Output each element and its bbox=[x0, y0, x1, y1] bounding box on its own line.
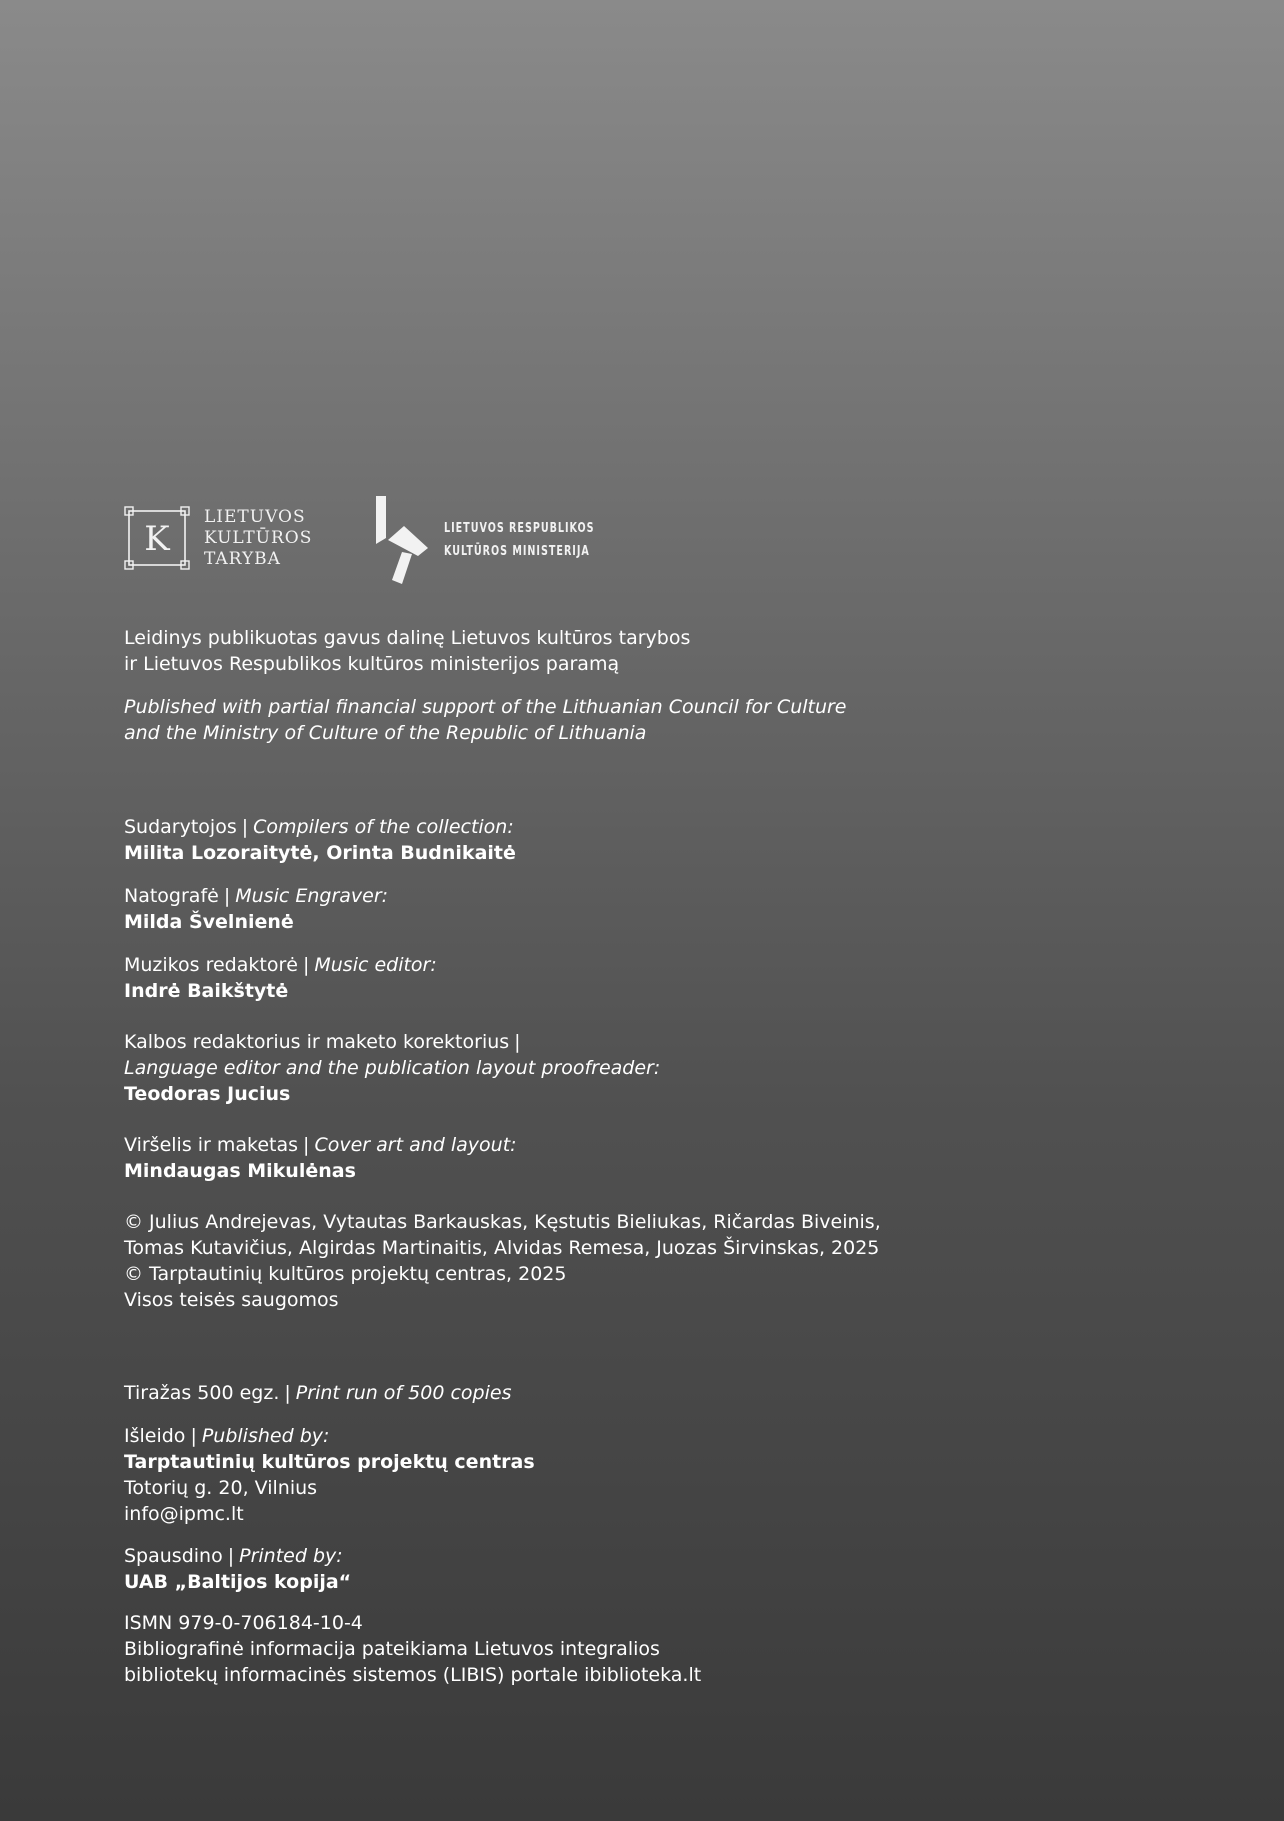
support-lt-line: ir Lietuvos Respublikos kultūros ministerijos paramą bbox=[124, 653, 620, 675]
credit-name: Indrė Baikštytė bbox=[124, 980, 289, 1002]
copyright-block bbox=[124, 1209, 904, 1313]
council-name-line: TARYBA bbox=[204, 548, 281, 569]
print-run-lt: Tiražas 500 egz. bbox=[124, 1382, 280, 1404]
separator: | bbox=[514, 1031, 521, 1053]
separator: | bbox=[241, 816, 249, 838]
credit-label-lt: Kalbos redaktorius ir maketo korektorius bbox=[124, 1031, 510, 1053]
credit-label-en: Music editor: bbox=[314, 954, 437, 976]
publisher-label-en: Published by: bbox=[201, 1425, 330, 1447]
ismn-line: ISMN 979-0-706184-10-4 bbox=[124, 1612, 363, 1634]
credit-name: Milda Švelnienė bbox=[124, 911, 294, 933]
separator: | bbox=[284, 1382, 291, 1404]
support-en-line: and the Ministry of Culture of the Republic of Lithuania bbox=[124, 722, 647, 744]
ministry-logo bbox=[374, 496, 628, 584]
support-en-line: Published with partial financial support of the Lithuanian Council for Culture bbox=[124, 696, 847, 718]
ismn-line: bibliotekų informacinės sistemos (LIBIS) portale ibiblioteka.lt bbox=[124, 1664, 702, 1686]
ministry-name bbox=[444, 517, 595, 563]
credit-name: Mindaugas Mikulėnas bbox=[124, 1160, 356, 1182]
printer-block bbox=[124, 1543, 904, 1595]
council-name-line: LIETUVOS bbox=[204, 506, 306, 527]
print-run-en: Print run of 500 copies bbox=[295, 1382, 512, 1404]
credit-music-editor bbox=[124, 952, 904, 1004]
separator: | bbox=[302, 954, 310, 976]
publisher-block bbox=[124, 1423, 904, 1527]
credit-label-en: Language editor and the publication layout proofreader: bbox=[124, 1057, 661, 1079]
ministry-name-line: LIETUVOS RESPUBLIKOS bbox=[444, 521, 595, 536]
credit-label-lt: Natografė bbox=[124, 885, 219, 907]
credit-cover bbox=[124, 1132, 904, 1184]
credit-label-en: Compilers of the collection: bbox=[253, 816, 514, 838]
credit-label-lt: Viršelis ir maketas bbox=[124, 1134, 299, 1156]
svg-text:K: K bbox=[144, 519, 170, 559]
publisher-name: Tarptautinių kultūros projektų centras bbox=[124, 1451, 535, 1473]
logos-row bbox=[124, 496, 724, 586]
ismn-line: Bibliografinė informacija pateikiama Lietuvos integralios bbox=[124, 1638, 660, 1660]
copyright-line: Visos teisės saugomos bbox=[124, 1289, 339, 1311]
credit-name: Milita Lozoraitytė, Orinta Budnikaitė bbox=[124, 842, 516, 864]
publisher-address: Totorių g. 20, Vilnius bbox=[124, 1477, 318, 1499]
copyright-line: Tomas Kutavičius, Algirdas Martinaitis, Alvidas Remesa, Juozas Širvinskas, 2025 bbox=[124, 1237, 880, 1259]
credit-engraver bbox=[124, 883, 904, 935]
support-lt-line: Leidinys publikuotas gavus dalinę Lietuvos kultūros tarybos bbox=[124, 627, 691, 649]
printer-label-lt: Spausdino bbox=[124, 1545, 223, 1567]
printer-name: UAB „Baltijos kopija“ bbox=[124, 1571, 352, 1593]
council-logo bbox=[124, 506, 312, 570]
separator: | bbox=[190, 1425, 197, 1447]
council-name-line: KULTŪROS bbox=[204, 527, 313, 548]
credit-label-en: Music Engraver: bbox=[235, 885, 389, 907]
publisher-email: info@ipmc.lt bbox=[124, 1503, 244, 1525]
ministry-name-line: KULTŪROS MINISTERIJA bbox=[444, 544, 590, 559]
copyright-line: © Julius Andrejevas, Vytautas Barkauskas, Kęstutis Bieliukas, Ričardas Biveinis, bbox=[124, 1211, 881, 1233]
credit-label-lt: Muzikos redaktorė bbox=[124, 954, 298, 976]
credit-name: Teodoras Jucius bbox=[124, 1083, 291, 1105]
credit-language-editor bbox=[124, 1029, 904, 1107]
separator: | bbox=[227, 1545, 235, 1567]
council-k-emblem-icon bbox=[124, 506, 190, 570]
ismn-block bbox=[124, 1610, 904, 1688]
council-name bbox=[204, 507, 312, 570]
copyright-line: © Tarptautinių kultūros projektų centras, 2025 bbox=[124, 1263, 567, 1285]
separator: | bbox=[303, 1134, 310, 1156]
publisher-label-lt: Išleido bbox=[124, 1425, 186, 1447]
credit-compilers bbox=[124, 814, 904, 866]
printer-label-en: Printed by: bbox=[239, 1545, 343, 1567]
credit-label-en: Cover art and layout: bbox=[314, 1134, 517, 1156]
print-run bbox=[124, 1380, 904, 1406]
support-note-lt bbox=[124, 625, 904, 677]
support-note-en bbox=[124, 694, 904, 746]
credit-label-lt: Sudarytojos bbox=[124, 816, 237, 838]
separator: | bbox=[223, 885, 231, 907]
ministry-k-mark-icon bbox=[374, 496, 430, 584]
